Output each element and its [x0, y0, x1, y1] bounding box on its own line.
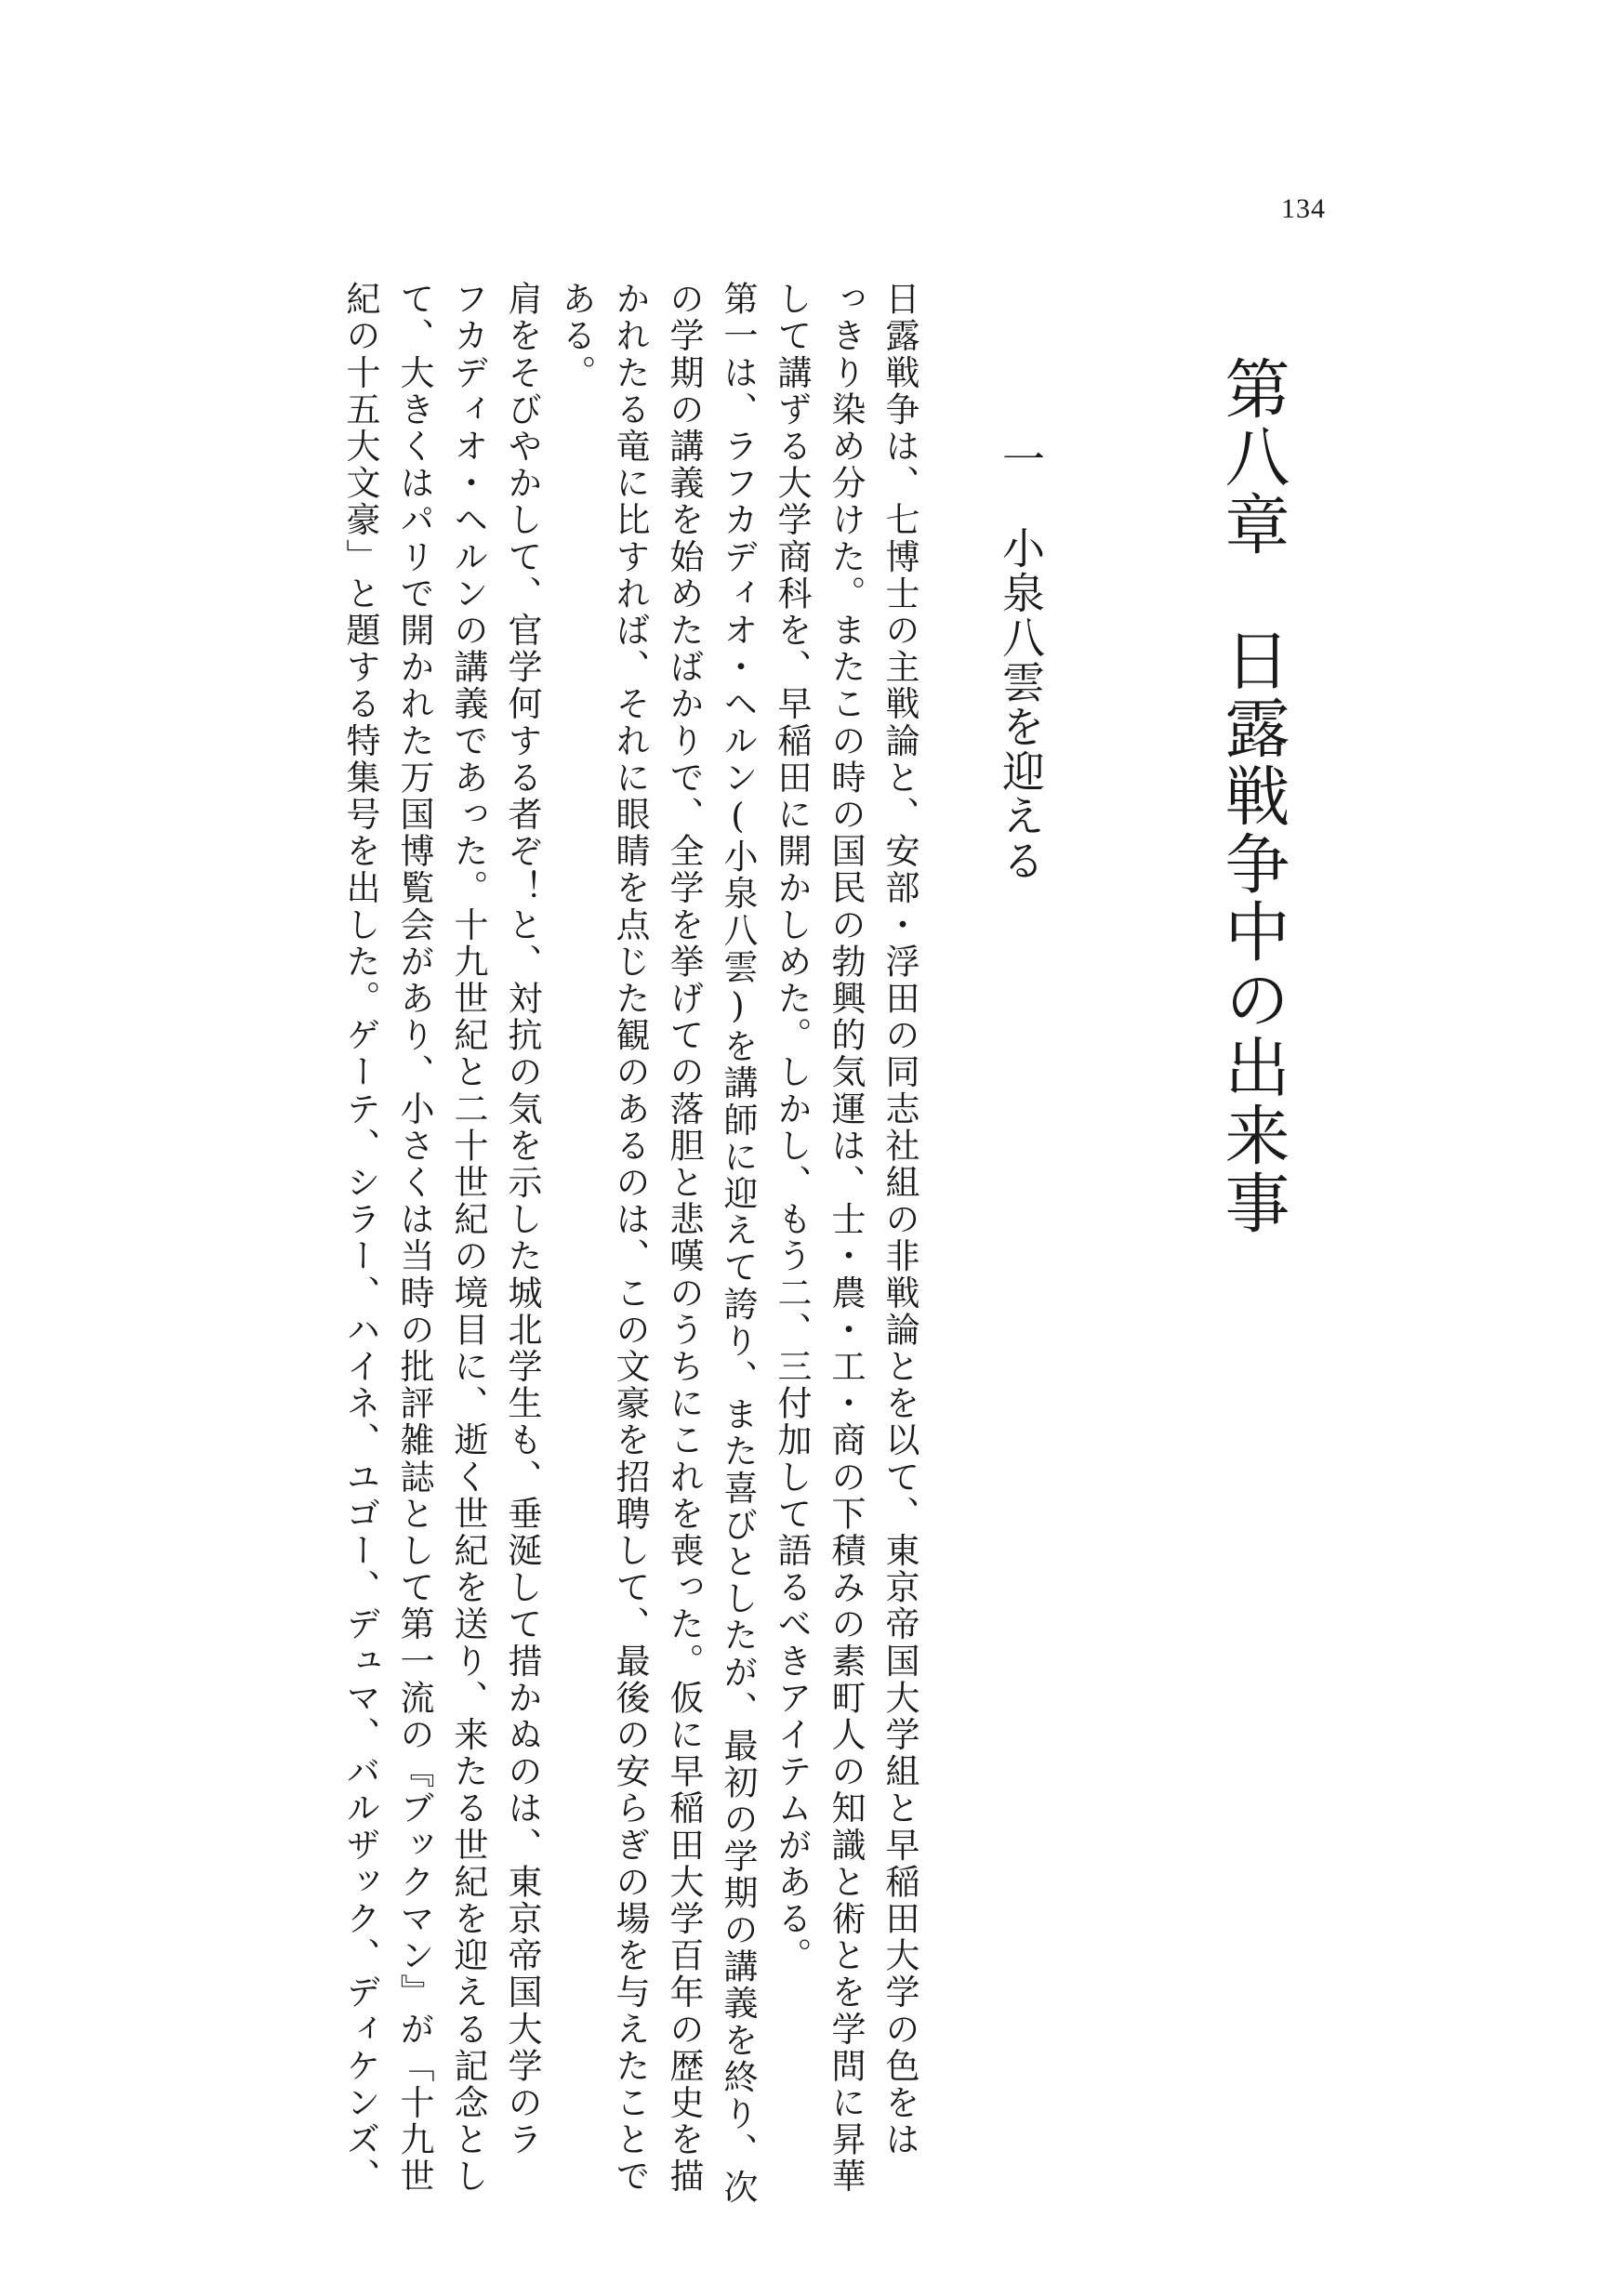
body-line-8: 肩をそびやかして、官学何する者ぞ！と、対抗の気を示した城北学生も、垂涎して措かぬのは、東京帝国大学のラ — [502, 281, 542, 2158]
chapter-title: 第八章 日露戦争中の出来事 — [1214, 355, 1290, 1237]
body-line-10: て、大きくはパリで開かれた万国博覧会があり、小さくは当時の批評雑誌として第一流の『ブックマン』が「十九世 — [394, 281, 434, 2196]
body-line-7: ある。 — [556, 281, 596, 391]
body-line-1: 日露戦争は、七博士の主戦論と、安部・浮田の同志社組の非戦論とを以て、東京帝国大学組と早稲田大学の色をは — [880, 281, 919, 2158]
body-line-5: の学期の講義を始めたばかりで、全学を挙げての落胆と悲嘆のうちにこれを喪った。仮に早稲田大学百年の歴史を描 — [664, 281, 704, 2196]
body-line-9: フカディオ・ヘルンの講義であった。十九世紀と二十世紀の境目に、逝く世紀を送り、来たる世紀を迎える記念とし — [448, 281, 488, 2196]
body-line-2: っきり染め分けた。またこの時の国民の勃興的気運は、士・農・工・商の下積みの素町人の知識と術とを学問に昇華 — [826, 281, 866, 2196]
body-line-3: して講ずる大学商科を、早稲田に開かしめた。しかし、もう二、三付加して語るべきアイテムがある。 — [772, 281, 812, 1974]
body-text — [182, 281, 926, 2207]
body-line-6: かれたる竜に比すれば、それに眼睛を点じた観のあるのは、この文豪を招聘して、最後の安らぎの場を与えたことで — [610, 281, 650, 2196]
section-title: 一 小泉八雲を迎える — [996, 437, 1046, 883]
body-line-4: 第一は、ラフカディオ・ヘルン(小泉八雲)を講師に迎えて誇り、また喜びとしたが、最初の学期の講義を終り、次 — [718, 281, 758, 2207]
page-number: 134 — [1281, 193, 1326, 224]
body-line-11: 紀の十五大文豪」と題する特集号を出した。ゲーテ、シラー、ハイネ、ユゴー、デュマ、バルザック、ディケンズ、 — [340, 281, 380, 2196]
